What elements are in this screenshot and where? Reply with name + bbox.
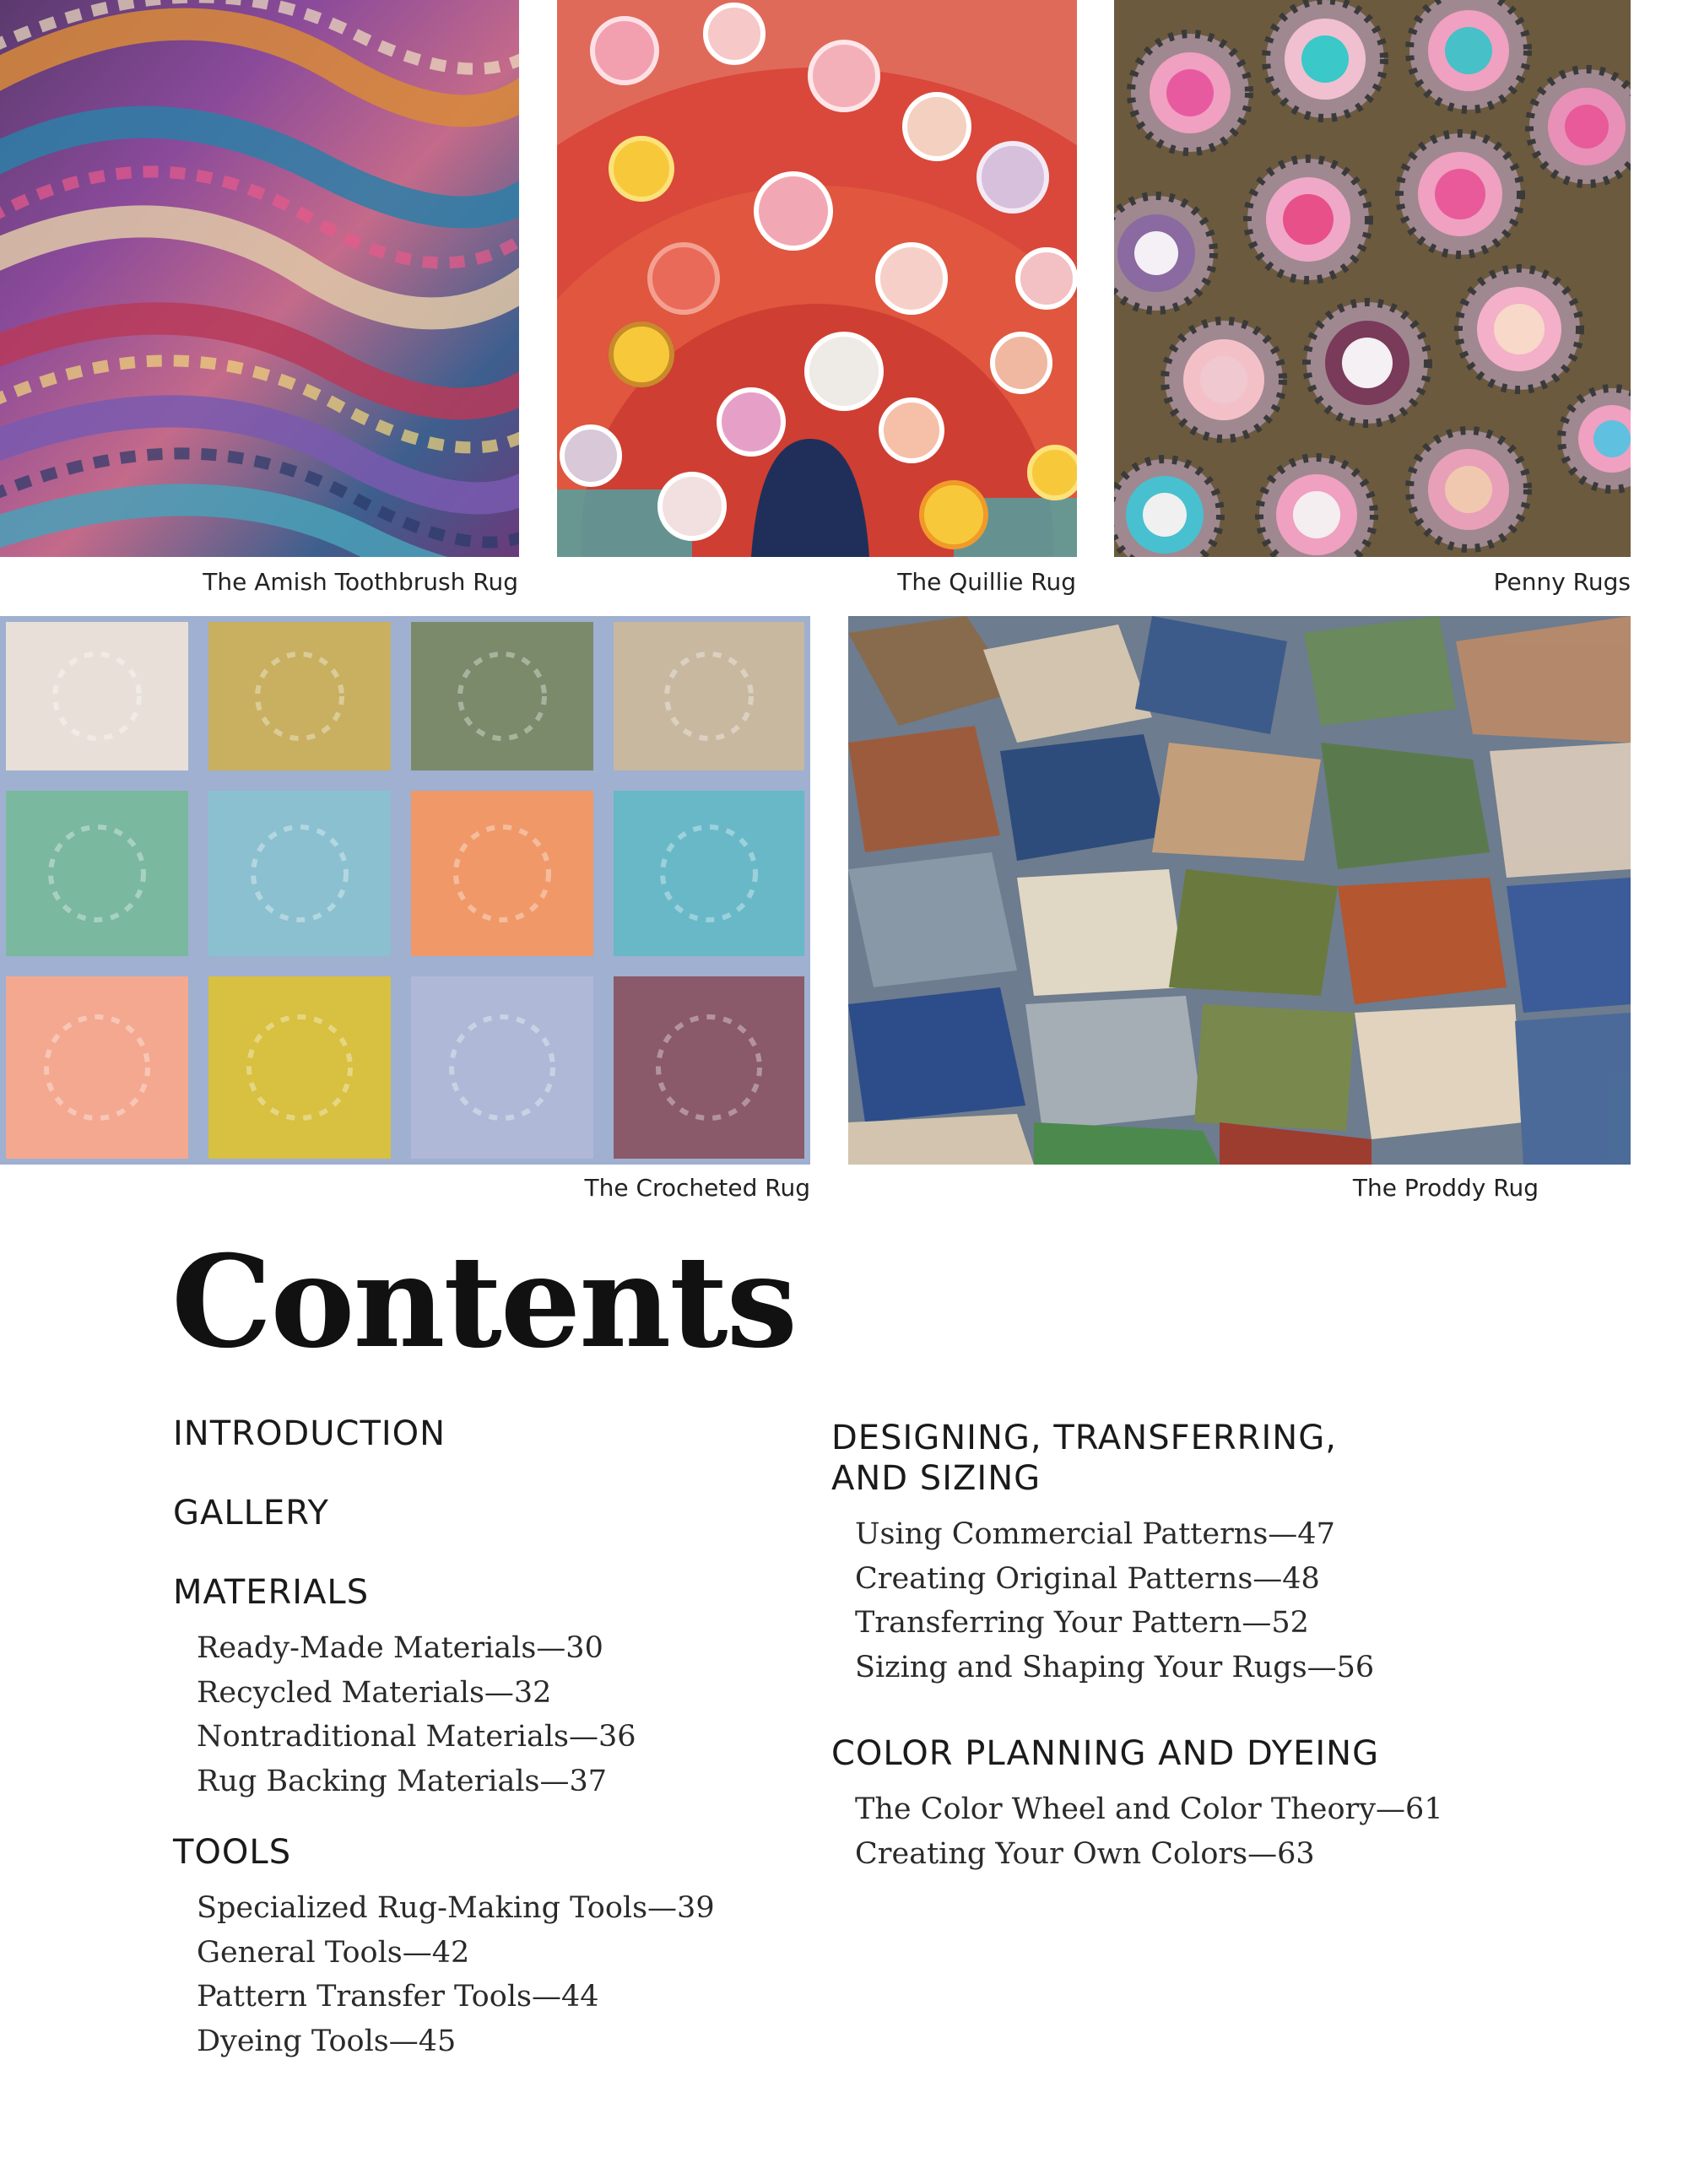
toc-item[interactable]: Specialized Rug-Making Tools—39 [197, 1891, 715, 1925]
toc-item[interactable]: General Tools—42 [197, 1935, 470, 1970]
contents-left-column [173, 1414, 814, 2063]
proddy-rug-caption: The Proddy Rug [1352, 1174, 1539, 1202]
toc-item[interactable]: Creating Your Own Colors—63 [855, 1836, 1315, 1871]
contents-right-column [831, 1418, 1591, 1876]
penny-rugs-photo [1114, 0, 1631, 557]
toc-heading-tools[interactable]: TOOLS [173, 1833, 292, 1872]
toc-item[interactable]: Ready-Made Materials—30 [197, 1631, 603, 1665]
toc-item[interactable]: Rug Backing Materials—37 [197, 1764, 608, 1798]
penny-rugs-caption: Penny Rugs [1493, 568, 1631, 596]
toc-tools-list [197, 1886, 814, 2063]
toc-item[interactable]: The Color Wheel and Color Theory—61 [855, 1792, 1443, 1826]
amish-toothbrush-rug-caption: The Amish Toothbrush Rug [203, 568, 518, 596]
toc-item[interactable]: Nontraditional Materials—36 [197, 1720, 636, 1754]
toc-heading-gallery[interactable]: GALLERY [173, 1494, 329, 1533]
toc-heading-introduction[interactable]: INTRODUCTION [173, 1414, 446, 1453]
crocheted-rug-caption: The Crocheted Rug [584, 1174, 810, 1202]
toc-heading-designing[interactable]: DESIGNING, TRANSFERRING, [831, 1419, 1337, 1457]
toc-heading-color-planning[interactable]: COLOR PLANNING AND DYEING [831, 1734, 1380, 1773]
toc-designing-list [855, 1512, 1591, 1689]
toc-item[interactable]: Transferring Your Pattern—52 [855, 1606, 1309, 1640]
toc-item[interactable]: Dyeing Tools—45 [197, 2024, 457, 2058]
toc-item[interactable]: Recycled Materials—32 [197, 1675, 552, 1710]
toc-item[interactable]: Using Commercial Patterns—47 [855, 1517, 1335, 1551]
contents-title: Contents [171, 1228, 797, 1376]
toc-materials-list [197, 1626, 814, 1803]
quillie-rug-photo [557, 0, 1077, 557]
crocheted-rug-photo [0, 616, 810, 1165]
amish-toothbrush-rug-photo [0, 0, 519, 557]
toc-item[interactable]: Pattern Transfer Tools—44 [197, 1980, 599, 2014]
proddy-rug-photo [848, 616, 1631, 1165]
toc-color-list [855, 1787, 1591, 1876]
toc-heading-materials[interactable]: MATERIALS [173, 1573, 370, 1612]
toc-item[interactable]: Sizing and Shaping Your Rugs—56 [855, 1650, 1375, 1684]
toc-heading-designing-line2[interactable]: AND SIZING [831, 1459, 1041, 1498]
quillie-rug-caption: The Quillie Rug [897, 568, 1076, 596]
toc-item[interactable]: Creating Original Patterns—48 [855, 1561, 1320, 1596]
